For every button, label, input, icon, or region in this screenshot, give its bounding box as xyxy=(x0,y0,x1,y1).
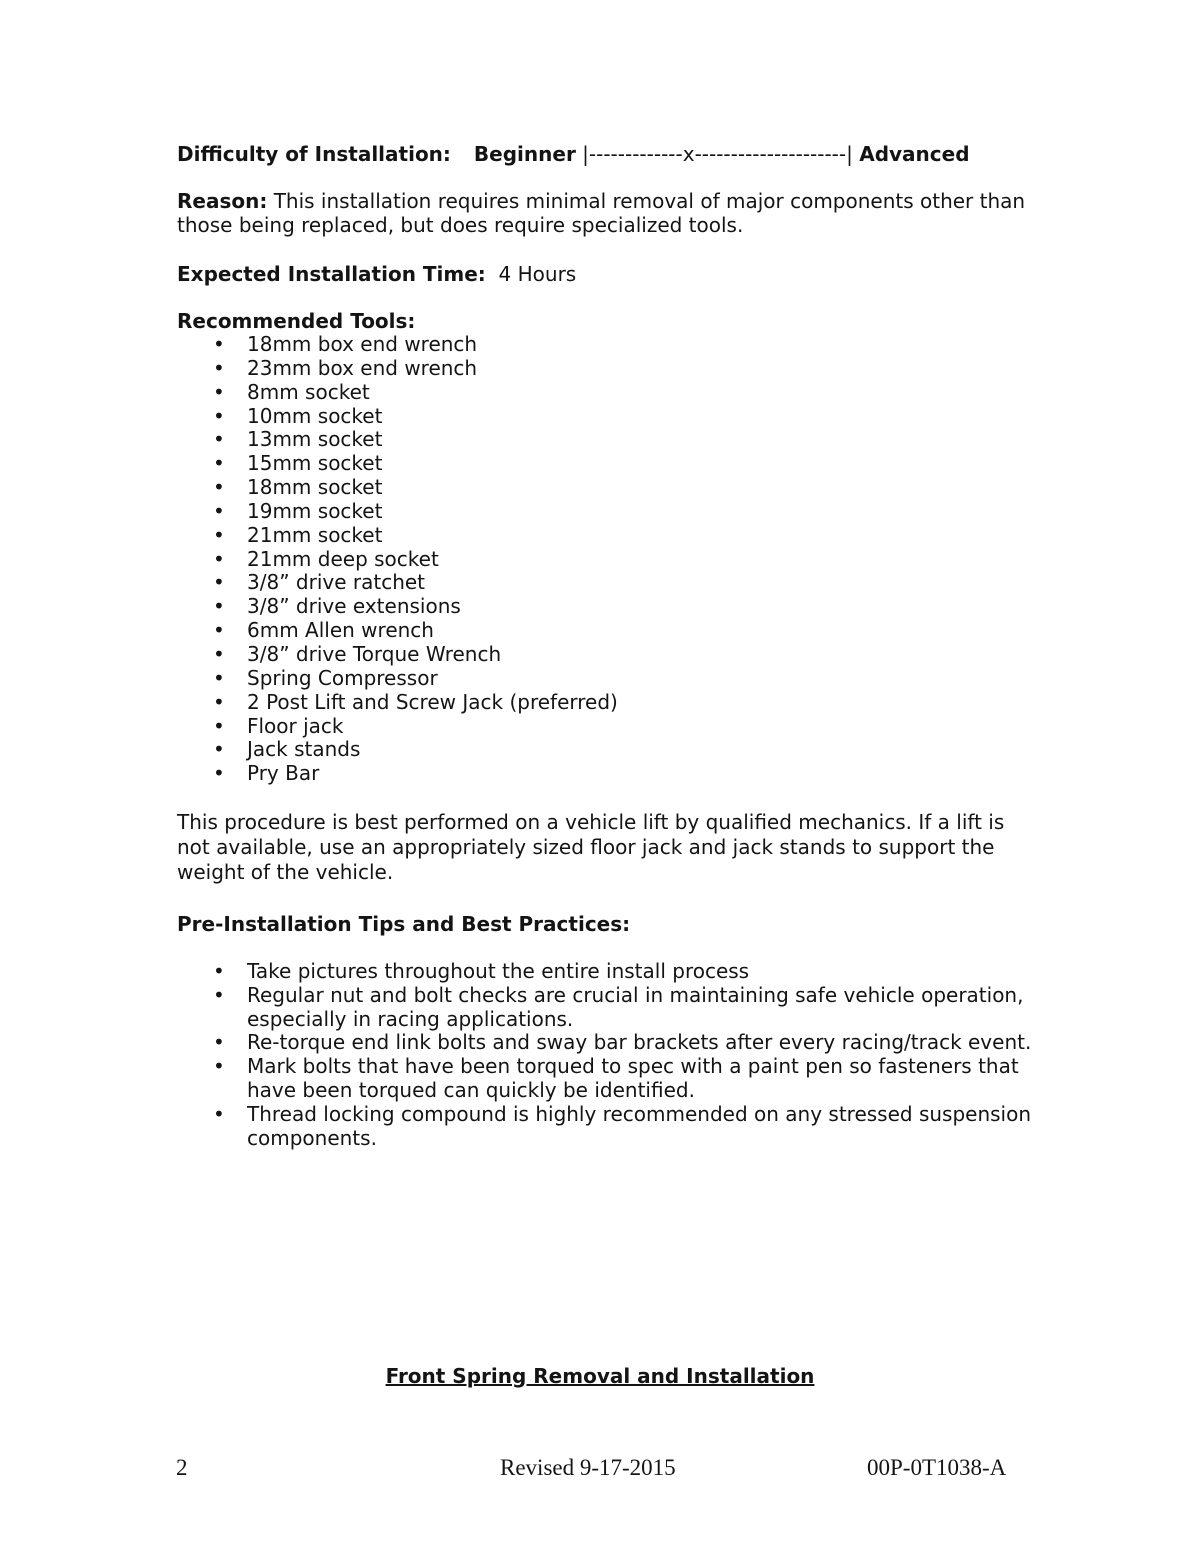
tip-item-text: Mark bolts that have been torqued to spec with a paint pen so fasteners that have been torqued can quickly be identified. xyxy=(247,1054,1019,1102)
bullet-icon: • xyxy=(213,594,225,619)
tool-item-text: 15mm socket xyxy=(247,451,383,476)
tip-item xyxy=(177,960,1037,984)
tool-item xyxy=(177,405,618,429)
bullet-icon: • xyxy=(213,959,225,983)
bullet-icon: • xyxy=(213,427,225,452)
bullet-icon: • xyxy=(213,355,225,380)
procedure-note: This procedure is best performed on a vehicle lift by qualified mechanics. If a lift is not available, use an appropriately sized floor jack and jack stands to support the weight of the vehicle. xyxy=(177,810,1005,884)
difficulty-row xyxy=(177,142,970,166)
tool-item-text: 8mm socket xyxy=(247,379,370,404)
bullet-icon: • xyxy=(213,475,225,500)
tip-item-text: Thread locking compound is highly recommended on any stressed suspension components. xyxy=(247,1101,1032,1150)
difficulty-high: Advanced xyxy=(859,142,970,166)
tip-item xyxy=(177,1103,1037,1151)
bullet-icon: • xyxy=(213,982,225,1007)
bullet-icon: • xyxy=(213,403,225,428)
tool-item-text: 10mm socket xyxy=(247,403,383,428)
tool-item xyxy=(177,691,618,715)
tool-item xyxy=(177,428,618,452)
tool-item-text: 3/8” drive extensions xyxy=(247,594,461,619)
bullet-icon: • xyxy=(213,1030,225,1055)
bullet-icon: • xyxy=(213,713,225,738)
tool-item-text: 18mm socket xyxy=(247,475,383,500)
difficulty-label: Difficulty of Installation: xyxy=(177,142,451,166)
bullet-icon: • xyxy=(213,689,225,714)
tool-item-text: 6mm Allen wrench xyxy=(247,618,434,643)
tool-item xyxy=(177,595,618,619)
tool-item-text: 19mm socket xyxy=(247,498,383,523)
bullet-icon: • xyxy=(213,498,225,523)
tip-item-text: Re-torque end link bolts and sway bar brackets after every racing/track event. xyxy=(247,1030,1032,1055)
tips-list xyxy=(177,960,1037,1150)
tip-item xyxy=(177,1031,1037,1055)
bullet-icon: • xyxy=(213,618,225,643)
bullet-icon: • xyxy=(213,546,225,571)
tool-item-text: 3/8” drive ratchet xyxy=(247,570,426,595)
bullet-icon: • xyxy=(213,1054,225,1079)
bullet-icon: • xyxy=(213,737,225,762)
reason-label: Reason: xyxy=(177,189,268,213)
bullet-icon: • xyxy=(213,379,225,404)
tip-item xyxy=(177,984,1037,1032)
tool-item xyxy=(177,738,618,762)
tip-item-text: Regular nut and bolt checks are crucial in maintaining safe vehicle operation, especially in racing applications. xyxy=(247,982,1024,1031)
tool-item-text: Floor jack xyxy=(247,713,344,738)
tool-item xyxy=(177,667,618,691)
tool-item xyxy=(177,762,618,786)
installation-time-label: Expected Installation Time: xyxy=(177,262,486,286)
tool-item-text: Jack stands xyxy=(247,737,361,762)
tool-item xyxy=(177,500,618,524)
tool-item xyxy=(177,333,618,357)
bullet-icon: • xyxy=(213,332,225,356)
tool-item-text: Spring Compressor xyxy=(247,665,438,690)
bullet-icon: • xyxy=(213,761,225,786)
tool-item xyxy=(177,715,618,739)
bullet-icon: • xyxy=(213,665,225,690)
installation-time-value: 4 Hours xyxy=(498,262,577,286)
tool-item xyxy=(177,476,618,500)
reason-paragraph xyxy=(177,189,1037,237)
tool-item xyxy=(177,571,618,595)
bullet-icon: • xyxy=(213,570,225,595)
bullet-icon: • xyxy=(213,451,225,476)
tool-item xyxy=(177,381,618,405)
tip-item-text: Take pictures throughout the entire install process xyxy=(247,959,750,983)
reason-text: This installation requires minimal removal of major components other than those being replaced, but does require specialized tools. xyxy=(177,189,1026,237)
tool-item-text: 21mm socket xyxy=(247,522,383,547)
tool-item xyxy=(177,548,618,572)
tip-item xyxy=(177,1055,1037,1103)
footer-page-number: 2 xyxy=(176,1455,188,1480)
footer-revised-date: Revised 9-17-2015 xyxy=(500,1455,676,1480)
footer-document-code: 00P-0T1038-A xyxy=(867,1455,1007,1480)
tool-item-text: 2 Post Lift and Screw Jack (preferred) xyxy=(247,689,618,714)
difficulty-scale: |-------------x---------------------| xyxy=(582,142,853,166)
tool-item xyxy=(177,524,618,548)
tools-list xyxy=(177,333,618,786)
tool-item-text: 18mm box end wrench xyxy=(247,332,478,356)
tool-item-text: 23mm box end wrench xyxy=(247,355,478,380)
tool-item xyxy=(177,452,618,476)
bullet-icon: • xyxy=(213,1101,225,1126)
tool-item-text: 13mm socket xyxy=(247,427,383,452)
tool-item-text: Pry Bar xyxy=(247,761,320,786)
tool-item-text: 21mm deep socket xyxy=(247,546,439,571)
bullet-icon: • xyxy=(213,641,225,666)
tool-item xyxy=(177,357,618,381)
tools-heading: Recommended Tools: xyxy=(177,309,416,333)
tips-heading: Pre-Installation Tips and Best Practices: xyxy=(177,912,631,936)
difficulty-low: Beginner xyxy=(473,142,576,166)
tool-item xyxy=(177,643,618,667)
tool-item-text: 3/8” drive Torque Wrench xyxy=(247,641,502,666)
section-title: Front Spring Removal and Installation xyxy=(385,1364,815,1388)
tool-item xyxy=(177,619,618,643)
bullet-icon: • xyxy=(213,522,225,547)
installation-time-row xyxy=(177,262,576,286)
